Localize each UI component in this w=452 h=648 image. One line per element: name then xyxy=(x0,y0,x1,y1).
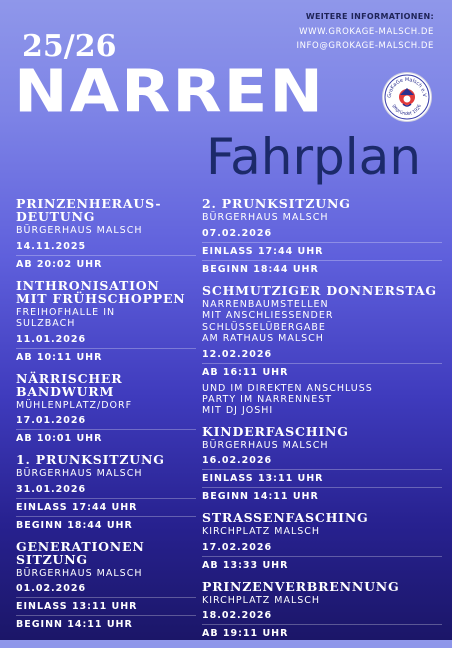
logo-bottom-text: gegründet 1926 xyxy=(391,103,423,118)
event-title: KINDERFASCHING xyxy=(202,423,349,439)
event-time: EINLASS 13:11 UHR xyxy=(202,469,442,484)
event-date: 12.02.2026 xyxy=(202,348,273,360)
email-link[interactable]: INFO@GROKAGE-MALSCH.DE xyxy=(296,41,434,51)
event-date: 18.02.2026 xyxy=(202,610,273,621)
event-time: AB 10:11 UHR xyxy=(16,348,196,363)
event-location: BÜRGERHAUS MALSCH xyxy=(202,439,329,451)
event-time: BEGINN 14:11 UHR xyxy=(16,615,196,630)
event-date: 01.02.2026 xyxy=(16,583,87,594)
event-entry xyxy=(16,453,196,531)
contact-info xyxy=(296,12,434,53)
events-column-right xyxy=(202,197,442,648)
event-date: 14.11.2025 xyxy=(16,240,87,252)
event-title: NÄRRISCHER BANDWURM xyxy=(16,370,123,399)
event-entry xyxy=(202,284,442,416)
event-date: 17.02.2026 xyxy=(202,541,273,553)
event-time: BEGINN 14:11 UHR xyxy=(202,487,442,502)
contact-heading: WEITERE INFORMATIONEN: xyxy=(305,12,434,21)
poster-title: NARREN xyxy=(14,58,325,127)
event-location: KIRCHPLATZ MALSCH xyxy=(202,594,321,606)
event-title: INTHRONISATION MIT FRÜHSCHOPPEN xyxy=(16,277,186,306)
event-time: EINLASS 17:44 UHR xyxy=(16,498,196,513)
event-time: EINLASS 17:44 UHR xyxy=(202,242,442,257)
event-date: 17.01.2026 xyxy=(16,415,87,426)
event-time: AB 19:11 UHR xyxy=(202,624,442,639)
event-time: AB 10:01 UHR xyxy=(16,429,196,444)
event-location: BÜRGERHAUS MALSCH xyxy=(16,225,143,236)
event-title: 2. PRUNKSITZUNG xyxy=(202,196,351,211)
event-time: AB 20:02 UHR xyxy=(16,255,196,270)
event-location: FREIHOFHALLE IN SULZBACH xyxy=(16,306,116,329)
event-entry xyxy=(202,511,442,571)
event-note: UND IM DIREKTEN ANSCHLUSS PARTY IM NARRENNEST MIT DJ JOSHI xyxy=(202,382,373,416)
club-logo-emblem xyxy=(383,73,431,121)
logo-top-text: GroKaGe Malsch e.V xyxy=(386,76,428,99)
event-time: EINLASS 13:11 UHR xyxy=(16,597,196,612)
event-title: PRINZENHERAUS- DEUTUNG xyxy=(16,196,162,224)
event-entry xyxy=(202,425,442,503)
event-location: KIRCHPLATZ MALSCH xyxy=(202,526,321,537)
event-entry xyxy=(16,372,196,445)
event-location: BÜRGERHAUS MALSCH xyxy=(16,567,143,579)
event-date: 31.01.2026 xyxy=(16,483,87,495)
event-title: STRASSENFASCHING xyxy=(202,510,369,525)
event-date: 07.02.2026 xyxy=(202,227,273,239)
event-location: MÜHLENPLATZ/DORF xyxy=(16,399,133,411)
event-title: GENERATIONEN SITZUNG xyxy=(16,538,145,567)
event-title: SCHMUTZIGER DONNERSTAG xyxy=(202,282,437,298)
event-location: BÜRGERHAUS MALSCH xyxy=(16,468,143,479)
event-time: AB 13:33 UHR xyxy=(202,556,442,571)
event-title: PRINZENVERBRENNUNG xyxy=(202,578,400,594)
event-entry xyxy=(202,197,442,275)
event-time: BEGINN 18:44 UHR xyxy=(16,516,196,531)
events-column-left xyxy=(16,197,196,639)
season-label: 25/26 xyxy=(22,29,117,64)
event-date: 16.02.2026 xyxy=(202,455,273,466)
event-entry xyxy=(16,197,196,270)
event-entry xyxy=(16,540,196,631)
event-location: BÜRGERHAUS MALSCH xyxy=(202,212,329,223)
club-logo xyxy=(383,73,431,121)
event-time: BEGINN 18:44 UHR xyxy=(202,260,442,275)
website-link[interactable]: WWW.GROKAGE-MALSCH.DE xyxy=(299,27,434,37)
event-entry xyxy=(202,580,442,640)
event-time: AB 16:11 UHR xyxy=(202,363,442,378)
event-date: 11.01.2026 xyxy=(16,333,87,345)
event-location: NARRENBAUMSTELLEN MIT ANSCHLIESSENDER SCHLÜSSELÜBERGABE AM RATHAUS MALSCH xyxy=(202,298,334,344)
poster-subtitle: Fahrplan xyxy=(206,128,422,186)
event-title: 1. PRUNKSITZUNG xyxy=(16,452,165,467)
event-entry xyxy=(16,279,196,363)
